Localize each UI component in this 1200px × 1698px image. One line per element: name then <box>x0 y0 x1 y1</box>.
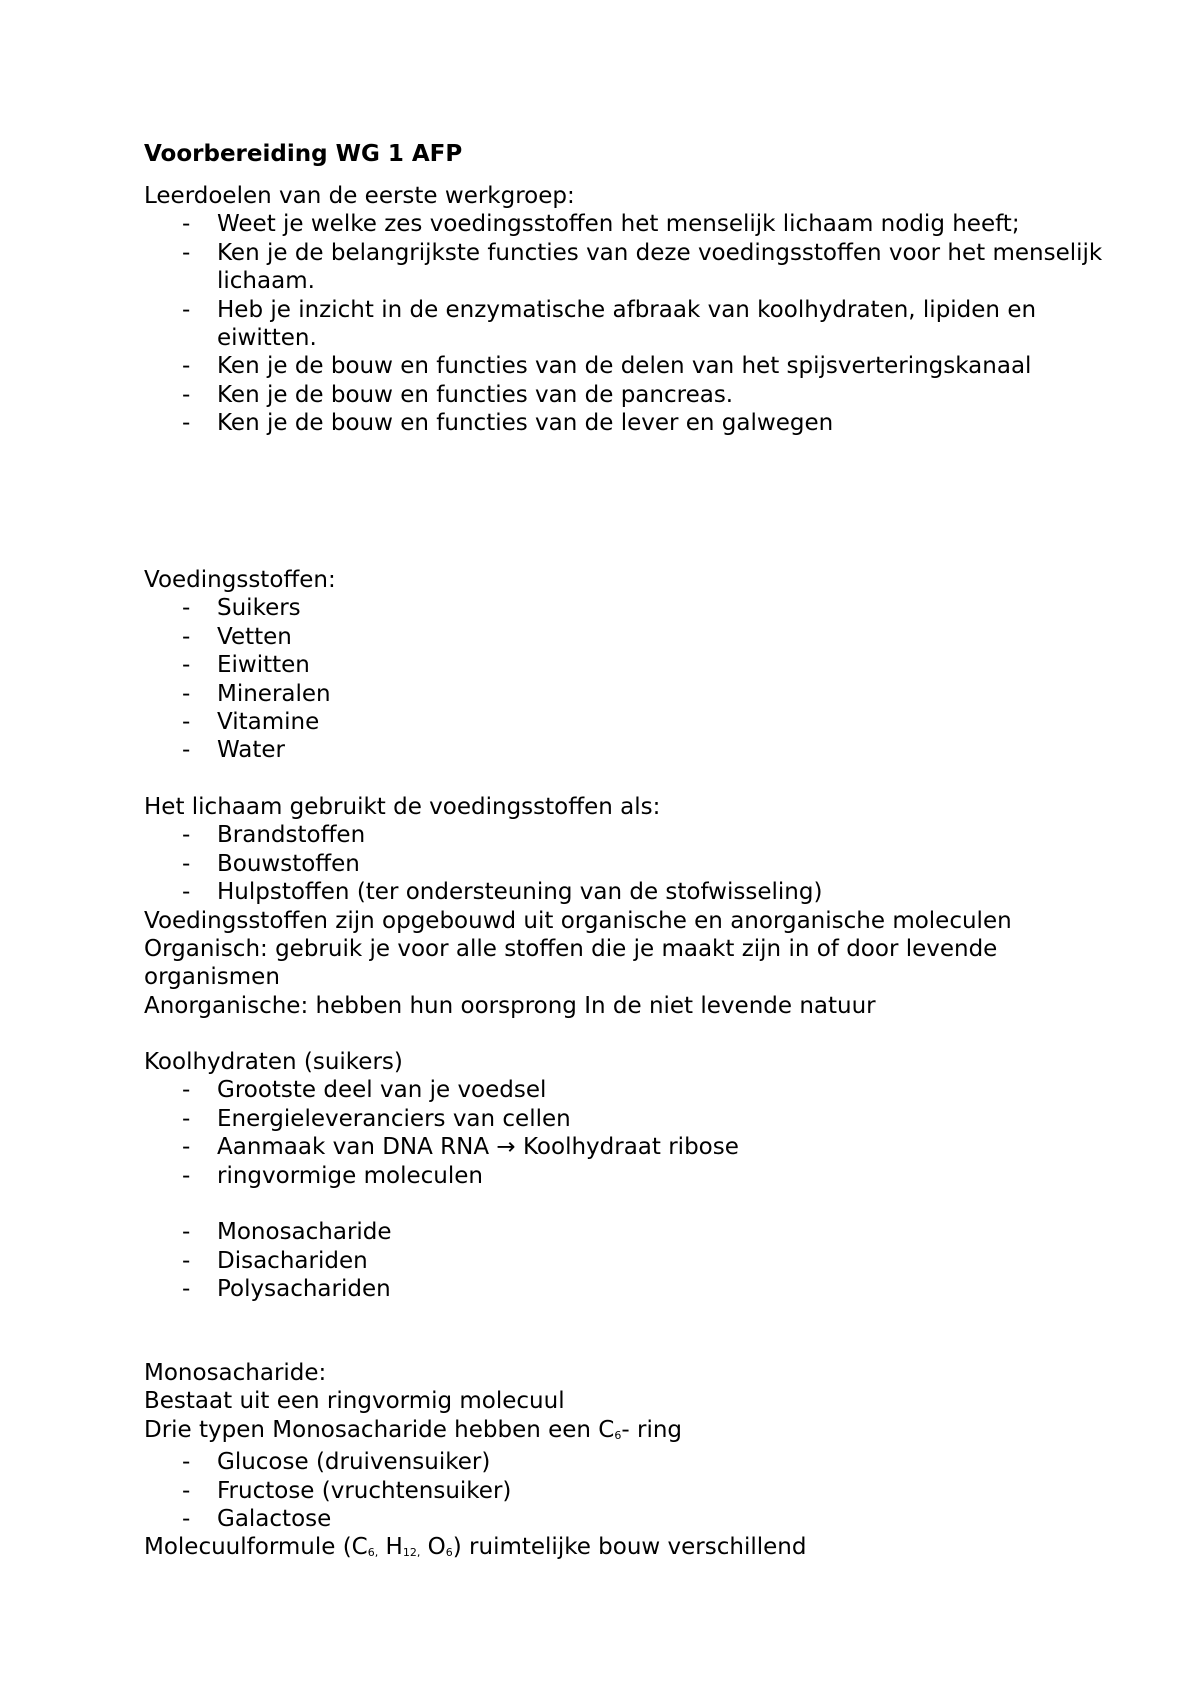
subscript: 6 <box>614 1428 622 1442</box>
molecuulformule-line <box>144 1533 1124 1565</box>
koolhydraten-heading: Koolhydraten (suikers) <box>144 1049 403 1075</box>
list-item: - Ken je de bouw en functies van de delen van het spijsverteringskanaal <box>144 352 1124 380</box>
monosacharide-heading: Monosacharide: <box>144 1360 327 1386</box>
gebruik-line-3: Anorganische: hebben hun oorsprong In de niet levende natuur <box>144 992 876 1019</box>
list-item: - Mineralen <box>144 680 1124 708</box>
list-item: - Aanmaak van DNA RNA → Koolhydraat ribose <box>144 1133 1124 1161</box>
leerdoelen-heading: Leerdoelen van de eerste werkgroep: <box>144 183 575 209</box>
monosacharide-line-2 <box>144 1416 1124 1448</box>
list-item: - Disachariden <box>144 1247 1124 1275</box>
list-item: - Vetten <box>144 623 1124 651</box>
document-title: Voorbereiding WG 1 AFP <box>144 141 463 167</box>
list-item: - Heb je inzicht in de enzymatische afbraak van koolhydraten, lipiden en eiwitten. <box>144 296 1124 353</box>
formula-text: H <box>378 1534 403 1561</box>
list-item: - Ken je de belangrijkste functies van deze voedingsstoffen voor het menselijk lichaam. <box>144 239 1124 296</box>
section-leerdoelen <box>144 182 1124 438</box>
list-item: - Galactose <box>144 1505 1124 1533</box>
list-item: - Vitamine <box>144 708 1124 736</box>
leerdoelen-list <box>144 210 1124 437</box>
list-item: - Polysachariden <box>144 1275 1124 1303</box>
list-item: - Monosacharide <box>144 1218 1124 1246</box>
formula-text: O <box>420 1534 446 1561</box>
gebruik-line-1: Voedingsstoffen zijn opgebouwd uit organische en anorganische moleculen <box>144 907 1012 934</box>
line-2-text-end: - ring <box>621 1416 683 1443</box>
list-item: - Grootste deel van je voedsel <box>144 1076 1124 1104</box>
list-item: - Ken je de bouw en functies van de lever en galwegen <box>144 409 1124 437</box>
formula-text: Molecuulformule (C <box>144 1534 368 1561</box>
spacer <box>144 1190 1124 1218</box>
list-item: - ringvormige moleculen <box>144 1162 1124 1190</box>
list-item: - Hulpstoffen (ter ondersteuning van de stofwisseling) <box>144 878 1124 906</box>
koolhydraten-list <box>144 1076 1124 1190</box>
monosacharide-line-1: Bestaat uit een ringvormig molecuul <box>144 1388 565 1415</box>
voedingsstoffen-heading: Voedingsstoffen: <box>144 567 336 593</box>
section-voedingsstoffen <box>144 566 1124 765</box>
gebruik-list <box>144 821 1124 906</box>
list-item: - Suikers <box>144 594 1124 622</box>
list-item: - Glucose (druivensuiker) <box>144 1448 1124 1476</box>
list-item: - Energieleveranciers van cellen <box>144 1105 1124 1133</box>
voedingsstoffen-list <box>144 594 1124 764</box>
list-item: - Bouwstoffen <box>144 850 1124 878</box>
section-monosacharide <box>144 1359 1124 1566</box>
list-item: - Brandstoffen <box>144 821 1124 849</box>
section-koolhydraten <box>144 1048 1124 1304</box>
subscript: 6, <box>367 1546 379 1560</box>
section-gebruik <box>144 793 1124 1020</box>
gebruik-heading: Het lichaam gebruikt de voedingsstoffen als: <box>144 794 661 820</box>
formula-text: ) ruimtelijke bouw verschillend <box>452 1534 807 1561</box>
subscript: 12, <box>402 1546 421 1560</box>
koolhydraten-types-list <box>144 1218 1124 1303</box>
list-item: - Water <box>144 736 1124 764</box>
list-item: - Eiwitten <box>144 651 1124 679</box>
line-2-text: Drie typen Monosacharide hebben een C <box>144 1416 615 1443</box>
list-item: - Weet je welke zes voedingsstoffen het menselijk lichaam nodig heeft; <box>144 210 1124 238</box>
list-item: - Ken je de bouw en functies van de pancreas. <box>144 381 1124 409</box>
monosacharide-list <box>144 1448 1124 1533</box>
subscript: 6 <box>445 1546 453 1560</box>
gebruik-line-2: Organisch: gebruik je voor alle stoffen die je maakt zijn in of door levende organismen <box>144 936 998 991</box>
list-item: - Fructose (vruchtensuiker) <box>144 1477 1124 1505</box>
